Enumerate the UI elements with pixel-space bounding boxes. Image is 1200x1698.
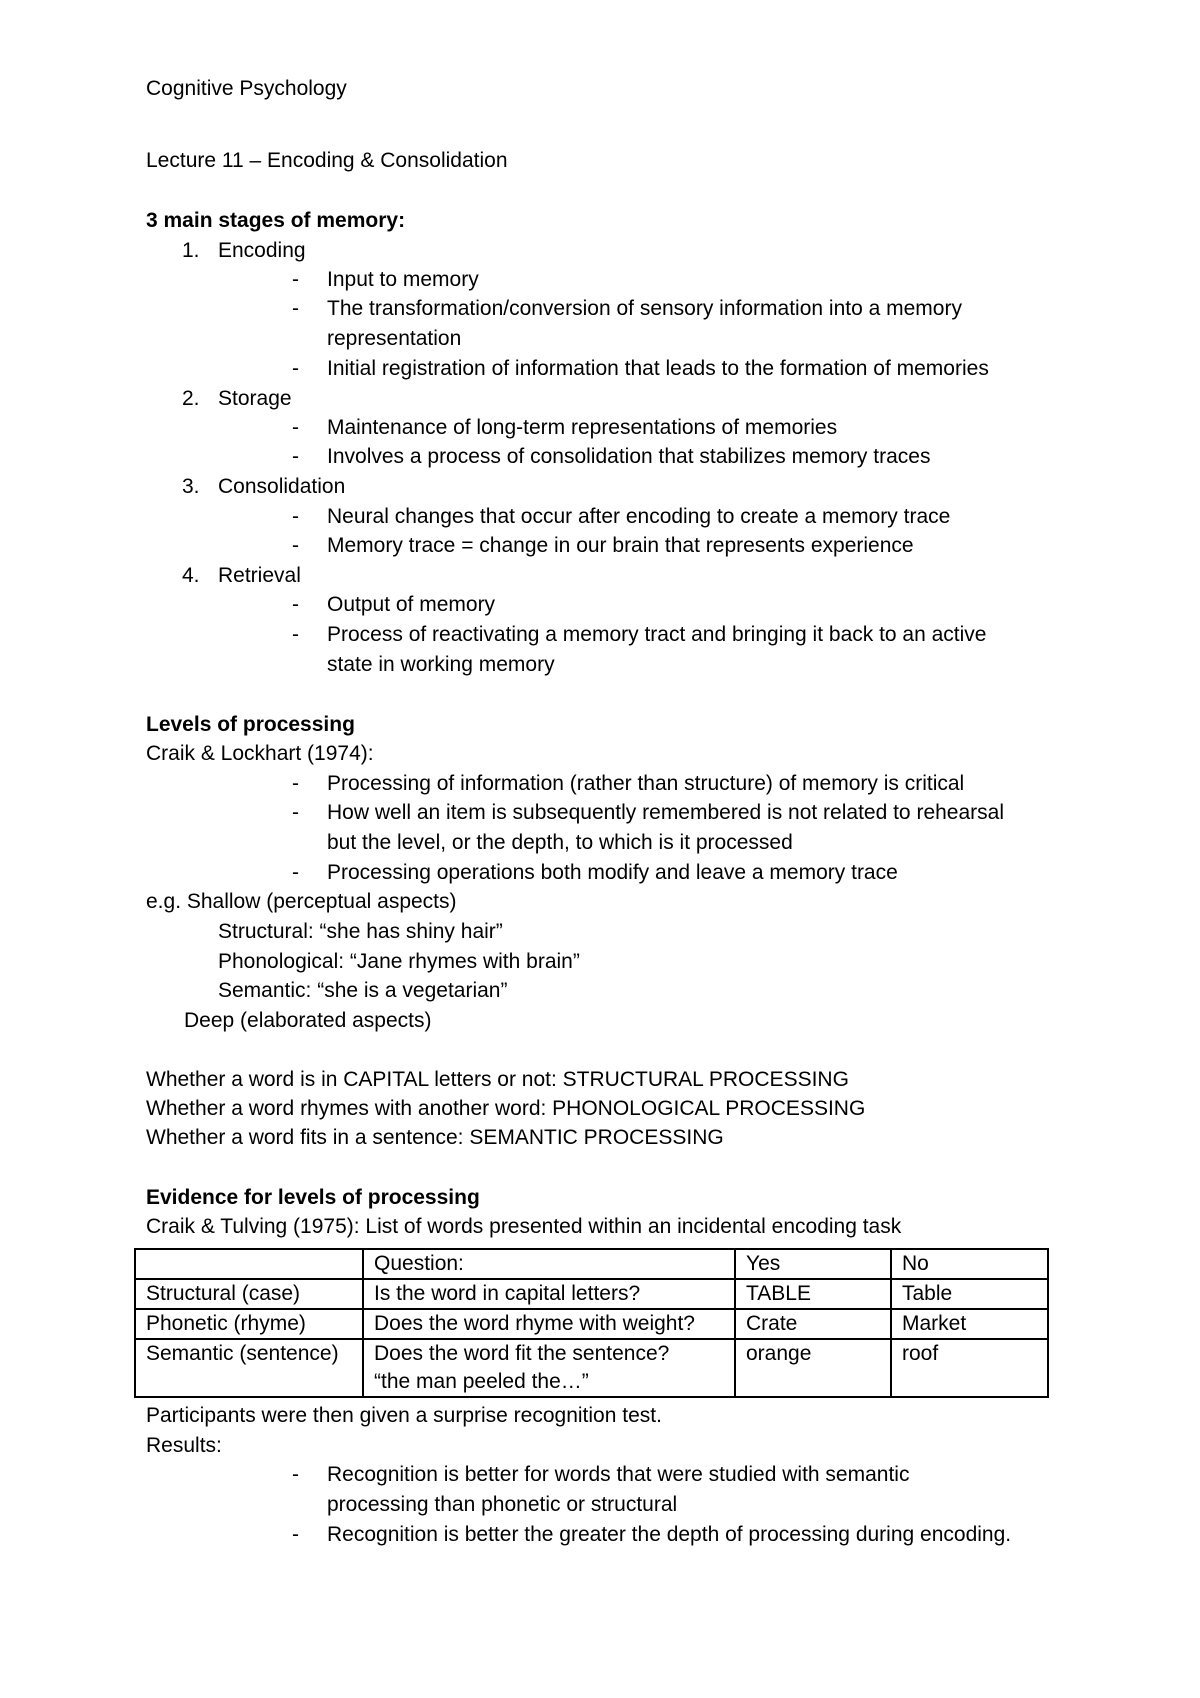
bullet-text: Processing operations both modify and leave a memory trace [327,861,898,884]
table-cell [135,1249,363,1279]
levels-citation: Craik & Lockhart (1974): [146,742,374,765]
stage-number: 4. [182,564,200,587]
bullet-dash: - [292,445,299,468]
deep-line: Deep (elaborated aspects) [184,1009,432,1032]
stage-number: 1. [182,239,200,262]
bullet-text: How well an item is subsequently remembered is not related to rehearsal [327,801,1004,824]
lecture-title: Lecture 11 – Encoding & Consolidation [146,149,508,172]
bullet-text: but the level, or the depth, to which is it processed [327,831,793,854]
evidence-heading: Evidence for levels of processing [146,1186,480,1209]
table-cell: roof [891,1339,1048,1397]
levels-heading: Levels of processing [146,713,355,736]
bullet-dash: - [292,505,299,528]
table-row [135,1279,1048,1309]
table-header-cell: Question: [363,1249,735,1279]
table-cell [363,1339,735,1397]
bullet-text: state in working memory [327,653,555,676]
stage-label: Consolidation [218,475,346,498]
bullet-text: Recognition is better for words that were studied with semantic [327,1463,910,1486]
table-header-row [135,1249,1048,1279]
processing-table [134,1248,1049,1398]
bullet-dash: - [292,416,299,439]
bullet-dash: - [292,801,299,824]
bullet-text: Input to memory [327,268,479,291]
table-cell-line: Does the word fit the sentence? [374,1342,670,1365]
bullet-dash: - [292,772,299,795]
table-cell: Crate [735,1309,891,1339]
table-header-cell: Yes [735,1249,891,1279]
table-cell: Does the word rhyme with weight? [363,1309,735,1339]
after-table-text: Participants were then given a surprise recognition test. [146,1404,662,1427]
table-cell: orange [735,1339,891,1397]
bullet-dash: - [292,623,299,646]
summary-line: Whether a word is in CAPITAL letters or not: STRUCTURAL PROCESSING [146,1068,849,1091]
bullet-text: Memory trace = change in our brain that represents experience [327,534,914,557]
bullet-text: Maintenance of long-term representations of memories [327,416,838,439]
stages-heading: 3 main stages of memory: [146,209,406,232]
bullet-text: Involves a process of consolidation that stabilizes memory traces [327,445,931,468]
table-cell: Semantic (sentence) [135,1339,363,1397]
bullet-dash: - [292,534,299,557]
results-label: Results: [146,1434,222,1457]
table-cell: Table [891,1279,1048,1309]
summary-line: Whether a word rhymes with another word: PHONOLOGICAL PROCESSING [146,1097,866,1120]
stage-number: 2. [182,387,200,410]
summary-line: Whether a word fits in a sentence: SEMANTIC PROCESSING [146,1126,724,1149]
course-title: Cognitive Psychology [146,77,347,100]
bullet-text: Initial registration of information that leads to the formation of memories [327,357,989,380]
table-header-cell: No [891,1249,1048,1279]
bullet-dash: - [292,297,299,320]
stage-label: Encoding [218,239,306,262]
stage-label: Retrieval [218,564,301,587]
evidence-citation: Craik & Tulving (1975): List of words presented within an incidental encoding task [146,1215,902,1238]
bullet-text: representation [327,327,462,350]
bullet-dash: - [292,861,299,884]
table-cell: Structural (case) [135,1279,363,1309]
bullet-text: processing than phonetic or structural [327,1493,678,1516]
bullet-text: Recognition is better the greater the depth of processing during encoding. [327,1523,1012,1546]
bullet-text: Process of reactivating a memory tract and bringing it back to an active [327,623,987,646]
bullet-dash: - [292,593,299,616]
table-row [135,1339,1048,1397]
table-cell: Is the word in capital letters? [363,1279,735,1309]
table-cell: Market [891,1309,1048,1339]
stage-label: Storage [218,387,292,410]
bullet-text: Output of memory [327,593,496,616]
bullet-dash: - [292,1463,299,1486]
example-line: Structural: “she has shiny hair” [218,920,503,943]
bullet-dash: - [292,268,299,291]
stage-number: 3. [182,475,200,498]
bullet-dash: - [292,1523,299,1546]
example-line: Phonological: “Jane rhymes with brain” [218,950,580,973]
table-cell-line: “the man peeled the…” [374,1370,589,1393]
bullet-text: Neural changes that occur after encoding to create a memory trace [327,505,951,528]
bullet-text: Processing of information (rather than structure) of memory is critical [327,772,965,795]
bullet-text: The transformation/conversion of sensory information into a memory [327,297,962,320]
example-intro: e.g. Shallow (perceptual aspects) [146,890,457,913]
bullet-dash: - [292,357,299,380]
table-row [135,1309,1048,1339]
table-cell: Phonetic (rhyme) [135,1309,363,1339]
table-cell: TABLE [735,1279,891,1309]
example-line: Semantic: “she is a vegetarian” [218,979,508,1002]
